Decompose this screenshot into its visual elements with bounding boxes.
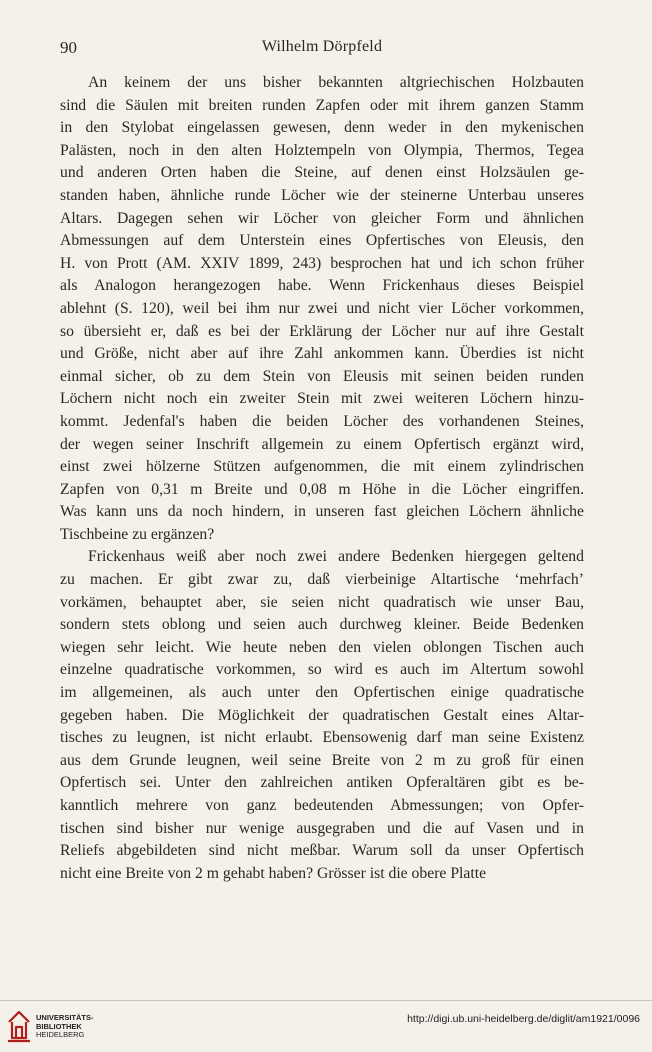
text-line: gegeben haben. Die Möglichkeit der quadratischen Gestalt eines Altar-: [60, 706, 584, 724]
text-line: und anderen Orten haben die Steine, auf denen einst Holzsäulen ge-: [60, 164, 584, 182]
text-line: in den Stylobat eingelassen gewesen, denn weder in den mykenischen: [60, 119, 584, 137]
text-line: einst zwei hölzerne Stützen aufgenommen, die mit einem zylindrischen: [60, 458, 584, 476]
library-name-line: HEIDELBERG: [36, 1030, 85, 1039]
paragraph: [60, 72, 584, 546]
footer-divider: [0, 1000, 652, 1001]
library-name-line: UNIVERSITÄTS-: [36, 1013, 94, 1022]
text-line: Reliefs abgebildeten sind nicht meßbar. Warum soll da unser Opfertisch: [60, 842, 584, 860]
text-line: wiegen sehr leicht. Wie heute neben den vielen oblongen Tischen auch: [60, 638, 584, 656]
text-line: standen haben, ähnliche runde Löcher wie der steinerne Unterbau unseres: [60, 186, 584, 204]
text-line: An keinem der uns bisher bekannten altgriechischen Holzbauten: [88, 74, 584, 91]
text-line: einzelne quadratische vorkommen, so wird es auch im Altertum sowohl: [60, 661, 584, 679]
text-line: Opfertisch sei. Unter den zahlreichen antiken Opferaltären gibt es be-: [60, 774, 584, 792]
text-line: zu machen. Er gibt zwar zu, daß vierbeinige Altartische ‘mehrfach’: [60, 571, 584, 589]
text-line: und Größe, nicht aber auf ihre Zahl ankommen kann. Überdies ist nicht: [60, 345, 584, 363]
library-logo: [6, 1008, 126, 1046]
text-line: einmal sicher, ob zu dem Stein von Eleusis mit seinen beiden runden: [60, 367, 584, 385]
running-title: Wilhelm Dörpfeld: [261, 38, 383, 55]
text-line: tisches zu leugnen, ist nicht erlaubt. Ebensowenig darf man seine Existenz: [60, 729, 584, 747]
text-line: kanntlich mehrere von ganz bedeutenden Abmessungen; von Opfer-: [60, 797, 584, 814]
library-seal-icon: [6, 1008, 32, 1044]
text-line: aus dem Grunde leugnen, weil seine Breite von 2 m zu groß für einen: [60, 751, 584, 769]
text-line: Altars. Dagegen sehen wir Löcher von gleicher Form und ähnlichen: [60, 209, 584, 227]
text-line: ablehnt (S. 120), weil bei ihm nur zwei und nicht vier Löcher vorkommen,: [60, 299, 584, 317]
text-line: so übersieht er, daß es bei der Erklärung der Löcher nur auf ihre Gestalt: [60, 322, 584, 340]
body-text: [60, 72, 584, 885]
text-line: der wegen seiner Inschrift allgemein zu einem Opfertisch ergänzt wird,: [60, 435, 584, 453]
text-line: Tischbeine zu ergänzen?: [60, 525, 215, 543]
text-line: Abmessungen auf dem Unterstein eines Opfertisches von Eleusis, den: [60, 232, 584, 250]
text-line: als Analogon herangezogen habe. Wenn Frickenhaus dieses Beispiel: [60, 277, 584, 295]
text-line: Palästen, noch in den alten Holztempeln von Olympia, Thermos, Tegea: [60, 141, 584, 159]
page-header: [60, 38, 584, 62]
paragraph: [60, 546, 584, 885]
text-line: vorkämen, behauptet aber, sie seien nicht quadratisch wie unser Bau,: [60, 593, 584, 611]
text-line: tischen sind bisher nur wenige ausgegraben und die auf Vasen und in: [60, 819, 584, 837]
library-name-line: BIBLIOTHEK: [36, 1021, 82, 1031]
text-line: nicht eine Breite von 2 m gehabt haben? Grösser ist die obere Platte: [60, 864, 487, 882]
text-line: Frickenhaus weiß aber noch zwei andere Bedenken hiergegen geltend: [88, 548, 584, 566]
text-line: Was kann uns da noch hindern, in unseren fast gleichen Löchern ähnliche: [60, 503, 584, 521]
text-line: sondern stets oblong und seien auch durchweg kleiner. Beide Bedenken: [60, 616, 584, 634]
library-name: [36, 1014, 94, 1040]
text-line: Zapfen von 0,31 m Breite und 0,08 m Höhe in die Löcher eingriffen.: [60, 480, 584, 498]
text-line: H. von Prott (AM. XXIV 1899, 243) besprochen hat und ich schon früher: [60, 254, 584, 272]
text-line: kommt. Jedenfal's haben die beiden Löcher des vorhandenen Steines,: [60, 412, 584, 430]
text-line: sind die Säulen mit breiten runden Zapfen oder mit ihrem ganzen Stamm: [60, 96, 584, 114]
text-line: im allgemeinen, als auch unter den Opfertischen einige quadratische: [60, 684, 584, 702]
text-line: Löchern nicht noch ein zweiter Stein mit zwei weiteren Löchern hinzu-: [60, 390, 584, 408]
page-number: 90: [60, 38, 77, 57]
source-url-link[interactable]: http://digi.ub.uni-heidelberg.de/diglit/am1921/0096: [407, 1013, 640, 1025]
